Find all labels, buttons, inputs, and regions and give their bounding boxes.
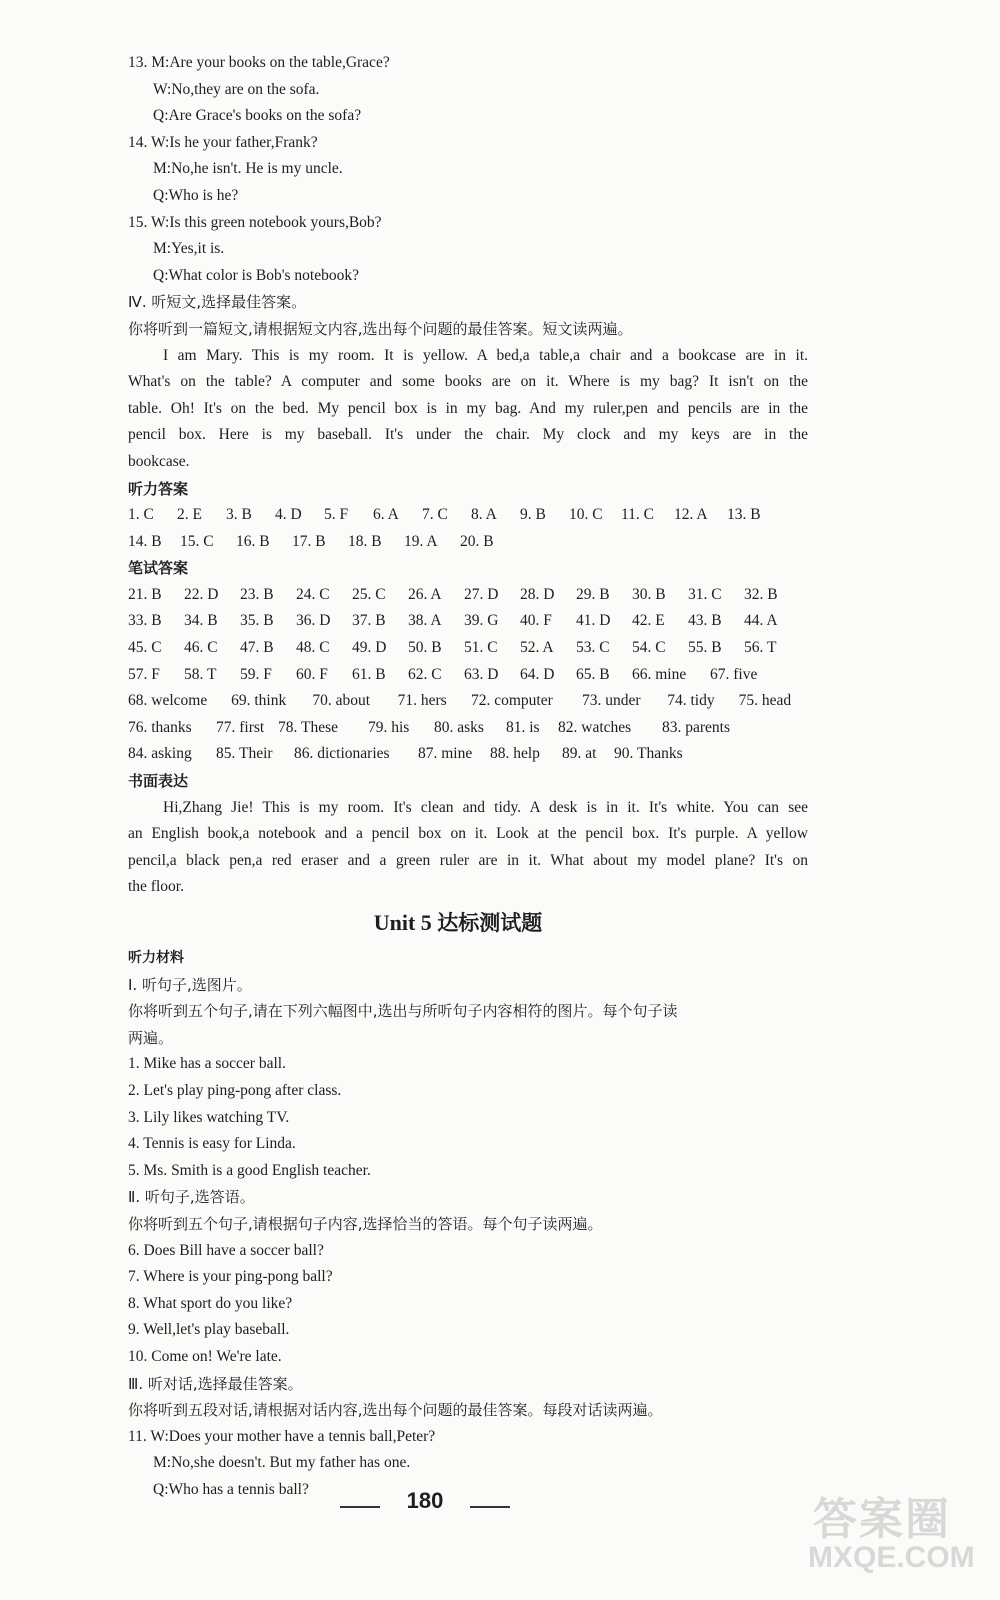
answer-item: 89. at [562,745,597,763]
list-item: 8. What sport do you like? [128,1294,293,1312]
watermark-logo [808,1475,988,1590]
answer-item: 77. first [216,718,265,736]
answer-item: 11. C [621,506,655,524]
list-item: 1. Mike has a soccer ball. [128,1055,286,1073]
answer-item: 28. D [520,585,555,603]
passage-line: What's on the table? A computer and some books are on it. Where is my bag? It isn't on the [128,373,808,391]
answer-item: 48. C [296,639,330,657]
answer-item: 58. T [184,665,217,683]
watermark-url: MXQE.COM [808,1541,975,1574]
answer-item: 83. parents [662,718,731,736]
answer-item: 86. dictionaries [294,745,390,763]
answer-item: 67. five [710,665,758,683]
passage-line: I am Mary. This is my room. It is yellow. A bed,a table,a chair and a bookcase are in it. [163,346,808,364]
answer-item: 85. Their [216,745,273,763]
answer-item: 31. C [688,585,722,603]
list-item: 5. Ms. Smith is a good English teacher. [128,1161,371,1179]
answer-item: 81. is [506,718,540,736]
answer-item: 50. B [408,639,442,657]
unit-title [108,901,808,945]
dialogue-line: Q:Are Grace's books on the sofa? [153,107,362,125]
answer-row [128,582,808,609]
answer-item: 44. A [744,612,778,630]
answer-item: 20. B [460,532,494,550]
passage-line: pencil,a black pen,a red eraser and a green ruler are in it. What about my model plane? It's on [128,851,808,869]
answer-item: 16. B [236,532,270,550]
section-instruction: 你将听到五段对话,请根据对话内容,选出每个问题的最佳答案。每段对话读两遍。 [128,1401,663,1420]
answer-item: 75. head [738,692,792,710]
page-footer [0,1486,600,1526]
answer-item: 9. B [520,506,546,524]
section-instruction: 你将听到五个句子,请在下列六幅图中,选出与所听句子内容相符的图片。每个句子读 [128,1002,678,1021]
answer-item: 70. about [312,692,371,710]
dialogue-line: Q:Who is he? [153,186,239,204]
answer-item: 52. A [520,639,554,657]
dialogue-line: Q:Who has a tennis ball? [153,1480,309,1498]
section-title: Ⅲ. 听对话,选择最佳答案。 [128,1374,303,1393]
answer-item: 88. help [490,745,540,763]
answer-item: 51. C [464,639,498,657]
answer-item: 80. asks [434,718,484,736]
listening-material-heading: 听力材料 [128,950,184,966]
answer-item: 47. B [240,639,274,657]
answer-item: 40. F [520,612,552,630]
list-item: 10. Come on! We're late. [128,1347,282,1365]
answer-row [128,529,808,556]
answer-item: 27. D [464,585,499,603]
dialogue-line: 15. W:Is this green notebook yours,Bob? [128,213,382,231]
answer-item: 19. A [404,532,438,550]
answer-item: 30. B [632,585,666,603]
footer-dash [470,1506,510,1508]
answer-item: 39. G [464,612,499,630]
list-item: 9. Well,let's play baseball. [128,1321,290,1339]
answer-item: 71. hers [397,692,447,710]
answer-item: 42. E [632,612,665,630]
answer-item: 23. B [240,585,274,603]
answer-item: 34. B [184,612,218,630]
list-item: 2. Let's play ping-pong after class. [128,1081,342,1099]
answer-item: 22. D [184,585,219,603]
answer-item: 5. F [324,506,349,524]
passage [128,343,808,476]
answer-item: 87. mine [418,745,473,763]
watermark-text: 答案圈 [813,1494,951,1545]
answer-item: 25. C [352,585,386,603]
answer-item: 8. A [471,506,497,524]
dialogue-line: 11. W:Does your mother have a tennis ball,Peter? [128,1427,436,1445]
section-title: Ⅰ. 听句子,选图片。 [128,975,252,994]
answer-item: 79. his [368,718,410,736]
answer-item: 21. B [128,585,162,603]
passage-line: the floor. [128,878,184,896]
unit-title-en: Unit 5 [373,910,438,935]
answer-row [128,608,808,635]
section-title: Ⅱ. 听句子,选答语。 [128,1188,255,1207]
answer-item: 46. C [184,639,218,657]
answer-row [128,662,808,689]
writing-passage [128,795,808,901]
section-title: Ⅳ. 听短文,选择最佳答案。 [128,293,307,312]
answer-item: 76. thanks [128,718,192,736]
answer-item: 1. C [128,506,154,524]
answer-row [128,502,808,529]
answer-item: 59. F [240,665,272,683]
list-item: 3. Lily likes watching TV. [128,1108,290,1126]
section-instruction: 两遍。 [128,1028,174,1047]
answer-item: 45. C [128,639,162,657]
answer-item: 68. welcome [128,692,208,710]
answer-item: 26. A [408,585,442,603]
passage-line: table. Oh! It's on the bed. My pencil box is in my bag. And my ruler,pen and pencils are in the [128,399,808,417]
footer-dash [340,1506,380,1508]
answer-row [128,688,808,715]
listening-answers-heading: 听力答案 [128,479,189,498]
answer-item: 64. D [520,665,555,683]
dialogue-line: 14. W:Is he your father,Frank? [128,133,318,151]
page-number: 180 [406,1488,444,1513]
answer-item: 43. B [688,612,722,630]
answer-item: 61. B [352,665,386,683]
answer-item: 49. D [352,639,387,657]
answer-item: 35. B [240,612,274,630]
list-item: 6. Does Bill have a soccer ball? [128,1241,324,1259]
answer-item: 14. B [128,532,162,550]
answer-item: 63. D [464,665,499,683]
section-instruction: 你将听到一篇短文,请根据短文内容,选出每个问题的最佳答案。短文读两遍。 [128,319,633,338]
answer-item: 41. D [576,612,611,630]
answer-item: 38. A [408,612,442,630]
answer-item: 37. B [352,612,386,630]
answer-item: 29. B [576,585,610,603]
answer-item: 32. B [744,585,778,603]
answer-item: 36. D [296,612,331,630]
answer-item: 78. These [278,718,338,736]
answer-item: 10. C [569,506,603,524]
answer-item: 73. under [582,692,641,710]
answer-item: 55. B [688,639,722,657]
writing-heading: 书面表达 [128,772,189,791]
answer-item: 15. C [180,532,214,550]
dialogue-line: M:No,he isn't. He is my uncle. [153,160,343,178]
section-instruction: 你将听到五个句子,请根据句子内容,选择恰当的答语。每个句子读两遍。 [128,1214,603,1233]
dialogue-line: Q:What color is Bob's notebook? [153,266,359,284]
answer-item: 82. watches [558,718,632,736]
answer-item: 13. B [727,506,761,524]
answer-item: 2. E [177,506,202,524]
dialogue-line: W:No,they are on the sofa. [153,80,320,98]
unit-title-zh: 达标测试题 [437,911,543,935]
answer-item: 60. F [296,665,328,683]
answer-item: 74. tidy [667,692,715,710]
answer-item: 3. B [226,506,252,524]
answer-item: 54. C [632,639,666,657]
answer-item: 53. C [576,639,610,657]
answer-item: 84. asking [128,745,192,763]
page-content [128,50,808,1503]
passage-line: bookcase. [128,452,190,470]
passage-line: an English book,a notebook and a pencil box on it. Look at the pencil box. It's purple. A yellow [128,825,808,843]
list-item: 4. Tennis is easy for Linda. [128,1135,296,1153]
answer-item: 56. T [744,639,777,657]
answer-item: 7. C [422,506,448,524]
answer-item: 66. mine [632,665,687,683]
answer-item: 90. Thanks [614,745,683,763]
written-answers-heading: 笔试答案 [128,559,189,578]
answer-item: 62. C [408,665,442,683]
answer-item: 72. computer [470,692,553,710]
list-item: 7. Where is your ping-pong ball? [128,1268,333,1286]
answer-item: 18. B [348,532,382,550]
answer-item: 12. A [674,506,708,524]
answer-item: 17. B [292,532,326,550]
passage-line: Hi,Zhang Jie! This is my room. It's clean and tidy. A desk is in it. It's white. You can see [163,798,808,816]
dialogue-line: 13. M:Are your books on the table,Grace? [128,54,390,71]
dialogue-line: M:Yes,it is. [153,240,225,258]
passage-line: pencil box. Here is my baseball. It's under the chair. My clock and my keys are in the [128,426,808,444]
answer-item: 4. D [275,506,302,524]
dialogue-line: M:No,she doesn't. But my father has one. [153,1454,411,1472]
answer-item: 69. think [231,692,287,710]
answer-item: 6. A [373,506,399,524]
answer-row [128,635,808,662]
answer-item: 65. B [576,665,610,683]
answer-item: 24. C [296,585,330,603]
answer-item: 33. B [128,612,162,630]
answer-row [128,741,808,768]
answer-item: 57. F [128,665,160,683]
answer-row [128,715,808,742]
